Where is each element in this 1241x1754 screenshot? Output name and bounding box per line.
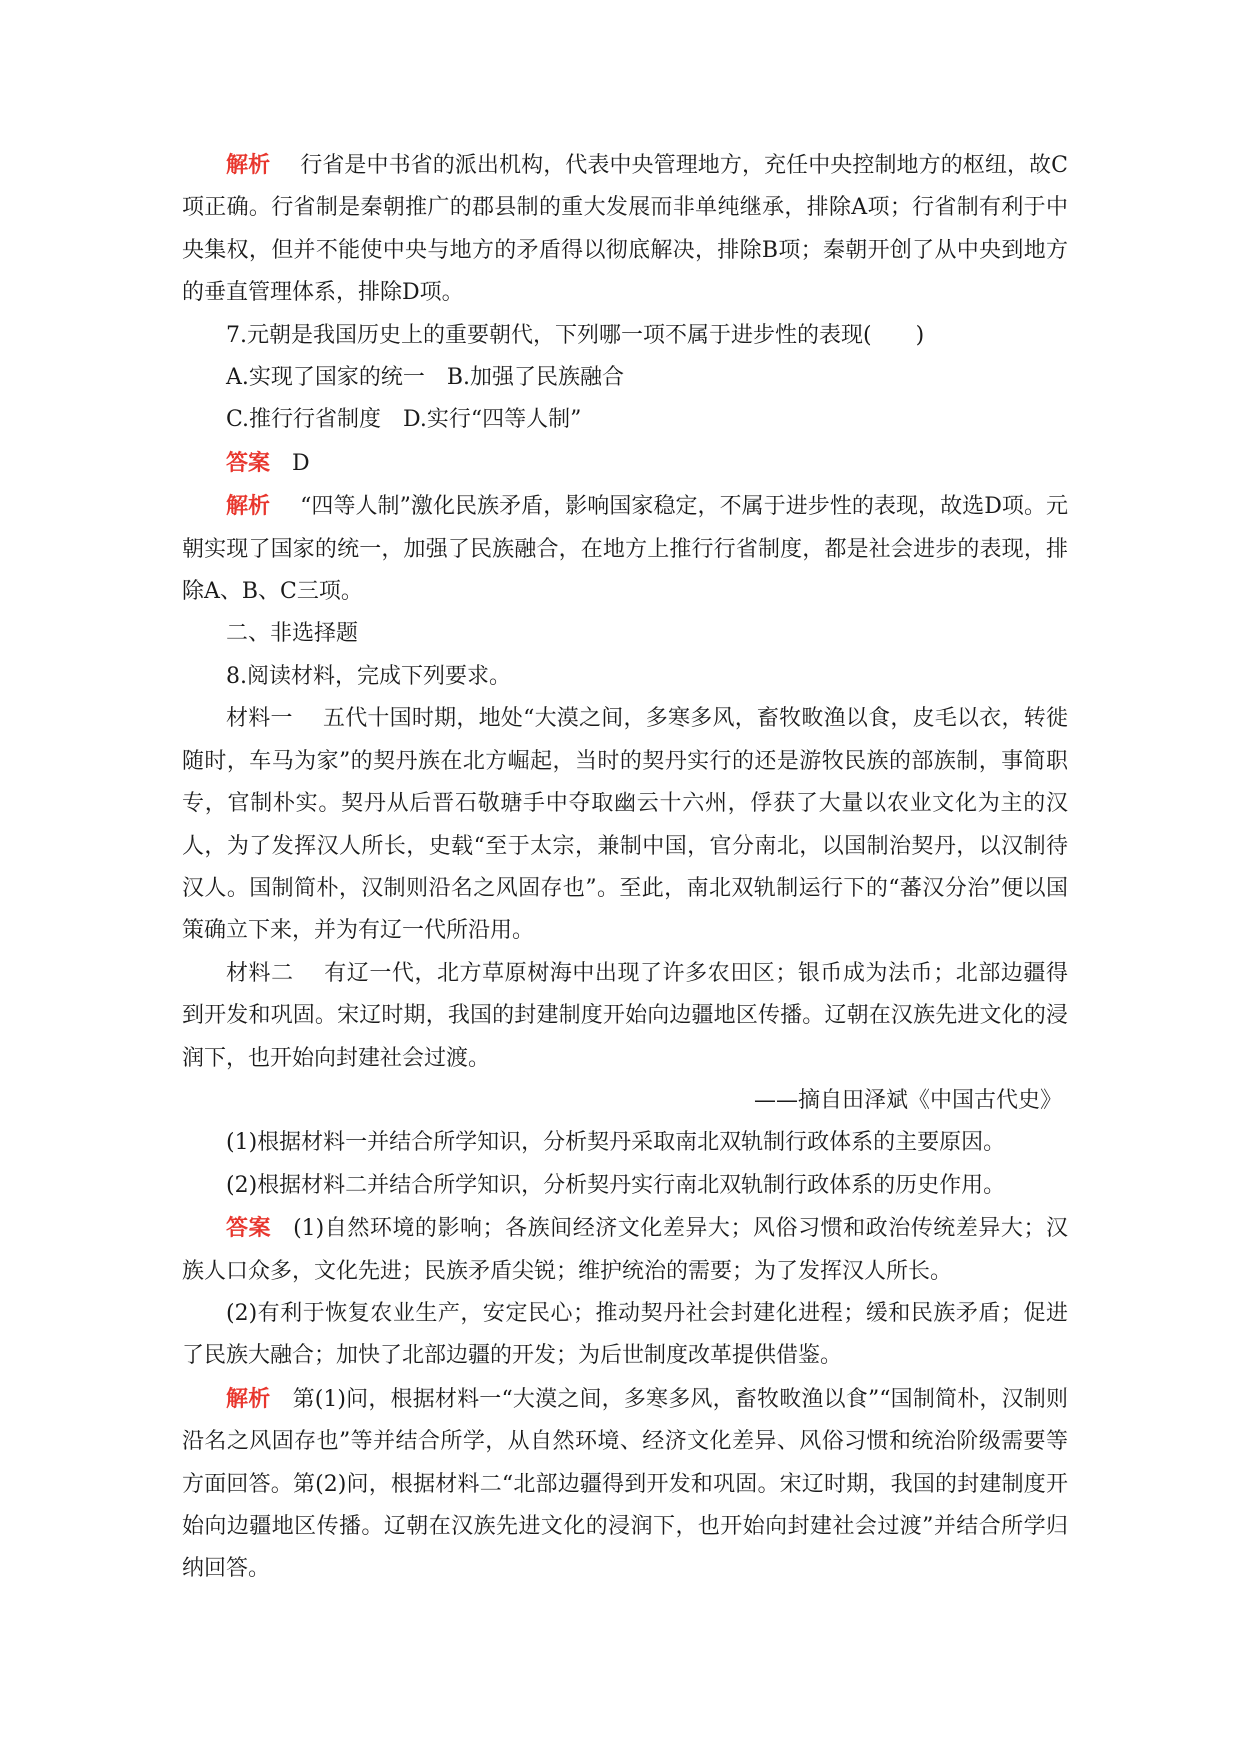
q7-options-line1: A.实现了国家的统一 B.加强了民族融合 xyxy=(226,365,625,391)
q7-options-line2: C.推行行省制度 D.实行“四等人制” xyxy=(226,407,582,433)
analysis-text: 第(1)问，根据材料一“大漠之间，多寒多风，畜牧畋渔以食”“国制简朴，汉制则沿名之风固存也”等并结合所学，从自然环境、经济文化差异、风俗习惯和统治阶级需要等方面回答。第(2)问，根据材料二“北部边疆得到开发和巩固。宋辽时期，我国的封建制度开始向边疆地区传播。辽朝在汉族先进文化的浸润下，也开始向封建社会过渡”并结合所学归纳回答。 xyxy=(182,1386,1069,1582)
q8-analysis xyxy=(182,1378,1068,1591)
analysis-text: “四等人制”激化民族矛盾，影响国家稳定，不属于进步性的表现，故选D项。元朝实现了国家的统一，加强了民族融合，在地方上推行行省制度，都是社会进步的表现，排除A、B、C三项。 xyxy=(182,494,1068,605)
document-page xyxy=(182,144,1068,1591)
answer-label: 答案 xyxy=(226,1215,272,1242)
q8-material-2 xyxy=(182,953,1068,1080)
analysis-label: 解析 xyxy=(226,1385,271,1412)
material-text: 有辽一代，北方草原树海中出现了许多农田区；银币成为法币；北部边疆得到开发和巩固。宋辽时期，我国的封建制度开始向边疆地区传播。辽朝在汉族先进文化的浸润下，也开始向封建社会过渡。 xyxy=(182,960,1068,1071)
q8-stem: 8.阅读材料，完成下列要求。 xyxy=(226,663,511,689)
answer-text: (1)自然环境的影响；各族间经济文化差异大；风俗习惯和政治传统差异大；汉族人口众多，文化先进；民族矛盾尖锐；维护统治的需要；为了发挥汉人所长。 xyxy=(182,1216,1068,1284)
q8-material-1 xyxy=(182,698,1068,952)
q7-stem: 7.元朝是我国历史上的重要朝代，下列哪一项不属于进步性的表现( ) xyxy=(226,322,925,348)
section-title: 二、非选择题 xyxy=(226,621,359,647)
analysis-label: 解析 xyxy=(226,152,271,178)
analysis-label: 解析 xyxy=(226,493,271,520)
answer-label: 答案 xyxy=(226,449,271,476)
answer-value: D xyxy=(292,450,310,476)
q8-subquestion-1: (1)根据材料一并结合所学知识，分析契丹采取南北双轨制行政体系的主要原因。 xyxy=(226,1130,1006,1156)
q8-subquestion-2: (2)根据材料二并结合所学知识，分析契丹实行南北双轨制行政体系的历史作用。 xyxy=(226,1172,1006,1198)
q8-answer-2: (2)有利于恢复农业生产，安定民心；推动契丹社会封建化进程；缓和民族矛盾；促进了民族大融合；加快了北部边疆的开发；为后世制度改革提供借鉴。 xyxy=(182,1300,1068,1369)
analysis-text: 行省是中书省的派出机构，代表中央管理地方，充任中央控制地方的枢纽，故C项正确。行省制是秦朝推广的郡县制的重大发展而非单纯继承，排除A项；行省制有利于中央集权，但并不能使中央与地方的矛盾得以彻底解决，排除B项；秦朝开创了从中央到地方的垂直管理体系，排除D项。 xyxy=(182,153,1068,306)
q7-answer xyxy=(182,442,1068,485)
material-text: 五代十国时期，地处“大漠之间，多寒多风，畜牧畋渔以食，皮毛以衣，转徙随时，车马为家”的契丹族在北方崛起，当时的契丹实行的还是游牧民族的部族制，事简职专，官制朴实。契丹从后晋石敬瑭手中夺取幽云十六州，俘获了大量以农业文化为主的汉人，为了发挥汉人所长，史载“至于太宗，兼制中国，官分南北，以国制治契丹，以汉制待汉人。国制简朴，汉制则沿名之风固存也”。至此，南北双轨制运行下的“蕃汉分治”便以国策确立下来，并为有辽一代所沿用。 xyxy=(182,706,1069,944)
material-label: 材料二 xyxy=(226,960,294,986)
q8-answer-1 xyxy=(182,1207,1068,1293)
material-source: ——摘自田泽斌《中国古代史》 xyxy=(753,1087,1062,1113)
material-label: 材料一 xyxy=(226,706,293,732)
q6-analysis xyxy=(182,144,1068,315)
q7-analysis xyxy=(182,485,1068,613)
